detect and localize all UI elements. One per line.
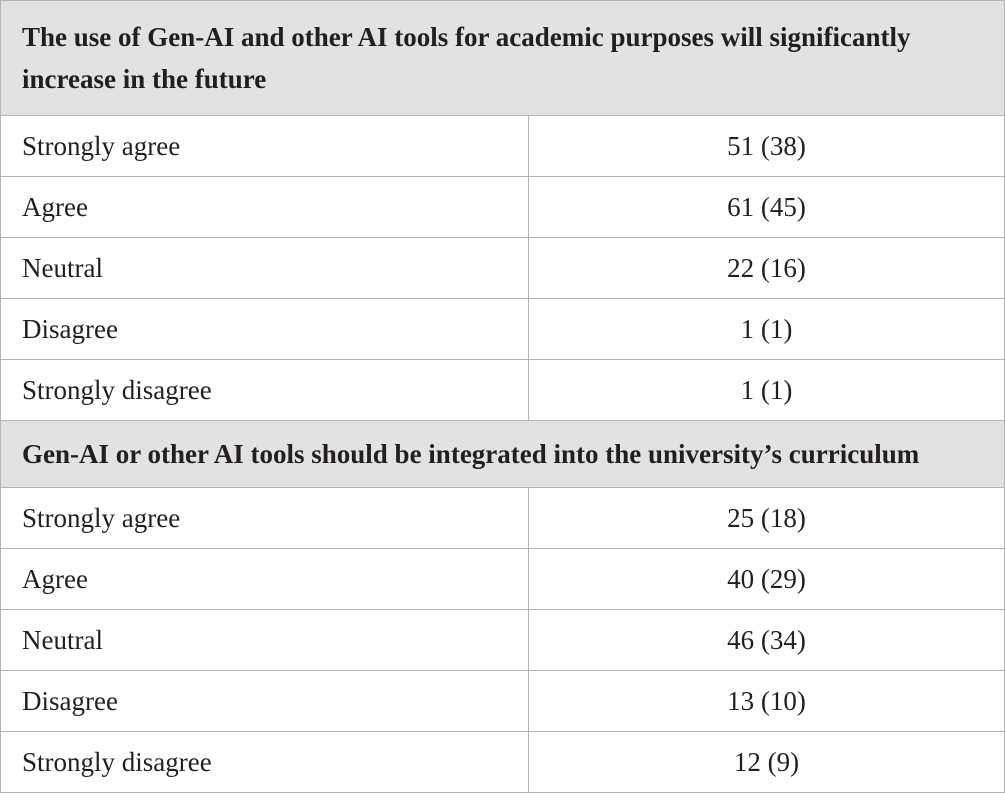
response-count: 51 (38) — [529, 116, 1005, 177]
response-count: 12 (9) — [529, 732, 1005, 793]
response-label: Strongly agree — [1, 488, 529, 549]
response-count: 46 (34) — [529, 610, 1005, 671]
response-label: Strongly agree — [1, 116, 529, 177]
response-count: 13 (10) — [529, 671, 1005, 732]
response-count: 1 (1) — [529, 360, 1005, 421]
response-count: 25 (18) — [529, 488, 1005, 549]
response-count: 40 (29) — [529, 549, 1005, 610]
table-row — [1, 116, 1005, 177]
table-row — [1, 732, 1005, 793]
table-row — [1, 610, 1005, 671]
response-label: Neutral — [1, 238, 529, 299]
section-header-row — [1, 421, 1005, 488]
table-row — [1, 299, 1005, 360]
section-heading-curriculum: Gen-AI or other AI tools should be integrated into the university’s curriculum — [1, 421, 1005, 488]
table-row — [1, 488, 1005, 549]
table-row — [1, 360, 1005, 421]
response-count: 22 (16) — [529, 238, 1005, 299]
response-label: Neutral — [1, 610, 529, 671]
section-heading-future-use: The use of Gen-AI and other AI tools for academic purposes will significantly increase in the future — [1, 1, 1005, 116]
table-row — [1, 177, 1005, 238]
response-count: 61 (45) — [529, 177, 1005, 238]
table-row — [1, 549, 1005, 610]
response-label: Agree — [1, 549, 529, 610]
response-label: Agree — [1, 177, 529, 238]
table-row — [1, 238, 1005, 299]
response-label: Disagree — [1, 671, 529, 732]
response-label: Disagree — [1, 299, 529, 360]
table-row — [1, 671, 1005, 732]
response-label: Strongly disagree — [1, 360, 529, 421]
response-label: Strongly disagree — [1, 732, 529, 793]
response-count: 1 (1) — [529, 299, 1005, 360]
section-header-row — [1, 1, 1005, 116]
